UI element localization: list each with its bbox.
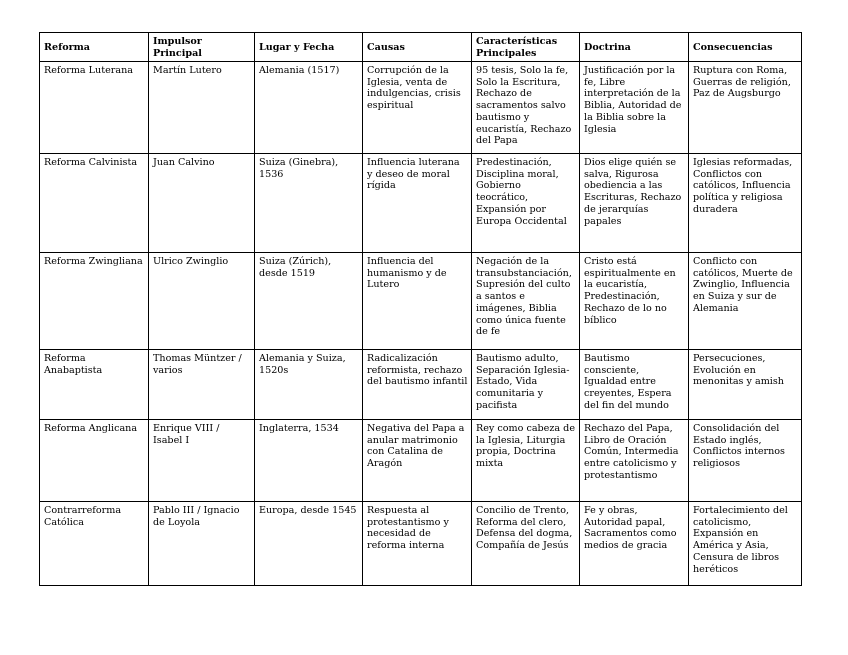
table-row xyxy=(40,62,802,154)
cell-impulsor: Thomas Müntzer / varios xyxy=(149,350,255,420)
reformation-comparison-table xyxy=(39,32,802,586)
cell-consecuencias: Fortalecimiento del catolicismo, Expansión en América y Asia, Censura de libros heréticos xyxy=(689,502,802,586)
cell-doctrina: Fe y obras, Autoridad papal, Sacramentos como medios de gracia xyxy=(580,502,689,586)
cell-consecuencias: Iglesias reformadas, Conflictos con católicos, Influencia política y religiosa duradera xyxy=(689,154,802,253)
cell-caracteristicas: Bautismo adulto, Separación Iglesia-Estado, Vida comunitaria y pacifista xyxy=(472,350,580,420)
header-reforma: Reforma xyxy=(40,33,149,62)
cell-impulsor: Enrique VIII / Isabel I xyxy=(149,420,255,502)
cell-doctrina: Dios elige quién se salva, Rigurosa obediencia a las Escrituras, Rechazo de jerarquías papales xyxy=(580,154,689,253)
cell-lugar-fecha: Suiza (Zúrich), desde 1519 xyxy=(255,253,363,350)
cell-doctrina: Cristo está espiritualmente en la eucaristía, Predestinación, Rechazo de lo no bíblico xyxy=(580,253,689,350)
header-lugar-fecha: Lugar y Fecha xyxy=(255,33,363,62)
cell-causas: Respuesta al protestantismo y necesidad de reforma interna xyxy=(363,502,472,586)
cell-reforma: Contrarreforma Católica xyxy=(40,502,149,586)
table-header-row xyxy=(40,33,802,62)
cell-causas: Corrupción de la Iglesia, venta de indulgencias, crisis espiritual xyxy=(363,62,472,154)
table-row xyxy=(40,253,802,350)
cell-lugar-fecha: Europa, desde 1545 xyxy=(255,502,363,586)
table-row xyxy=(40,350,802,420)
cell-impulsor: Martín Lutero xyxy=(149,62,255,154)
cell-reforma: Reforma Luterana xyxy=(40,62,149,154)
cell-caracteristicas: Negación de la transubstanciación, Supresión del culto a santos e imágenes, Biblia como única fuente de fe xyxy=(472,253,580,350)
cell-caracteristicas: 95 tesis, Solo la fe, Solo la Escritura, Rechazo de sacramentos salvo bautismo y eucaristía, Rechazo del Papa xyxy=(472,62,580,154)
cell-caracteristicas: Predestinación, Disciplina moral, Gobierno teocrático, Expansión por Europa Occidental xyxy=(472,154,580,253)
cell-causas: Influencia del humanismo y de Lutero xyxy=(363,253,472,350)
cell-consecuencias: Ruptura con Roma, Guerras de religión, Paz de Augsburgo xyxy=(689,62,802,154)
header-impulsor: Impulsor Principal xyxy=(149,33,255,62)
cell-causas: Negativa del Papa a anular matrimonio con Catalina de Aragón xyxy=(363,420,472,502)
cell-caracteristicas: Rey como cabeza de la Iglesia, Liturgia propia, Doctrina mixta xyxy=(472,420,580,502)
cell-causas: Radicalización reformista, rechazo del bautismo infantil xyxy=(363,350,472,420)
cell-impulsor: Pablo III / Ignacio de Loyola xyxy=(149,502,255,586)
table-row xyxy=(40,502,802,586)
cell-consecuencias: Persecuciones, Evolución en menonitas y amish xyxy=(689,350,802,420)
cell-reforma: Reforma Zwingliana xyxy=(40,253,149,350)
header-consecuencias: Consecuencias xyxy=(689,33,802,62)
cell-caracteristicas: Concilio de Trento, Reforma del clero, Defensa del dogma, Compañía de Jesús xyxy=(472,502,580,586)
cell-lugar-fecha: Inglaterra, 1534 xyxy=(255,420,363,502)
cell-reforma: Reforma Anabaptista xyxy=(40,350,149,420)
cell-consecuencias: Conflicto con católicos, Muerte de Zwinglio, Influencia en Suiza y sur de Alemania xyxy=(689,253,802,350)
cell-reforma: Reforma Calvinista xyxy=(40,154,149,253)
cell-lugar-fecha: Suiza (Ginebra), 1536 xyxy=(255,154,363,253)
cell-doctrina: Bautismo consciente, Igualdad entre creyentes, Espera del fin del mundo xyxy=(580,350,689,420)
cell-doctrina: Rechazo del Papa, Libro de Oración Común, Intermedia entre catolicismo y protestantismo xyxy=(580,420,689,502)
table-row xyxy=(40,420,802,502)
cell-impulsor: Juan Calvino xyxy=(149,154,255,253)
cell-causas: Influencia luterana y deseo de moral rígida xyxy=(363,154,472,253)
table-row xyxy=(40,154,802,253)
header-caracteristicas: Características Principales xyxy=(472,33,580,62)
header-causas: Causas xyxy=(363,33,472,62)
cell-reforma: Reforma Anglicana xyxy=(40,420,149,502)
cell-lugar-fecha: Alemania y Suiza, 1520s xyxy=(255,350,363,420)
cell-impulsor: Ulrico Zwinglio xyxy=(149,253,255,350)
header-doctrina: Doctrina xyxy=(580,33,689,62)
cell-doctrina: Justificación por la fe, Libre interpretación de la Biblia, Autoridad de la Biblia sobre la Iglesia xyxy=(580,62,689,154)
cell-lugar-fecha: Alemania (1517) xyxy=(255,62,363,154)
cell-consecuencias: Consolidación del Estado inglés, Conflictos internos religiosos xyxy=(689,420,802,502)
